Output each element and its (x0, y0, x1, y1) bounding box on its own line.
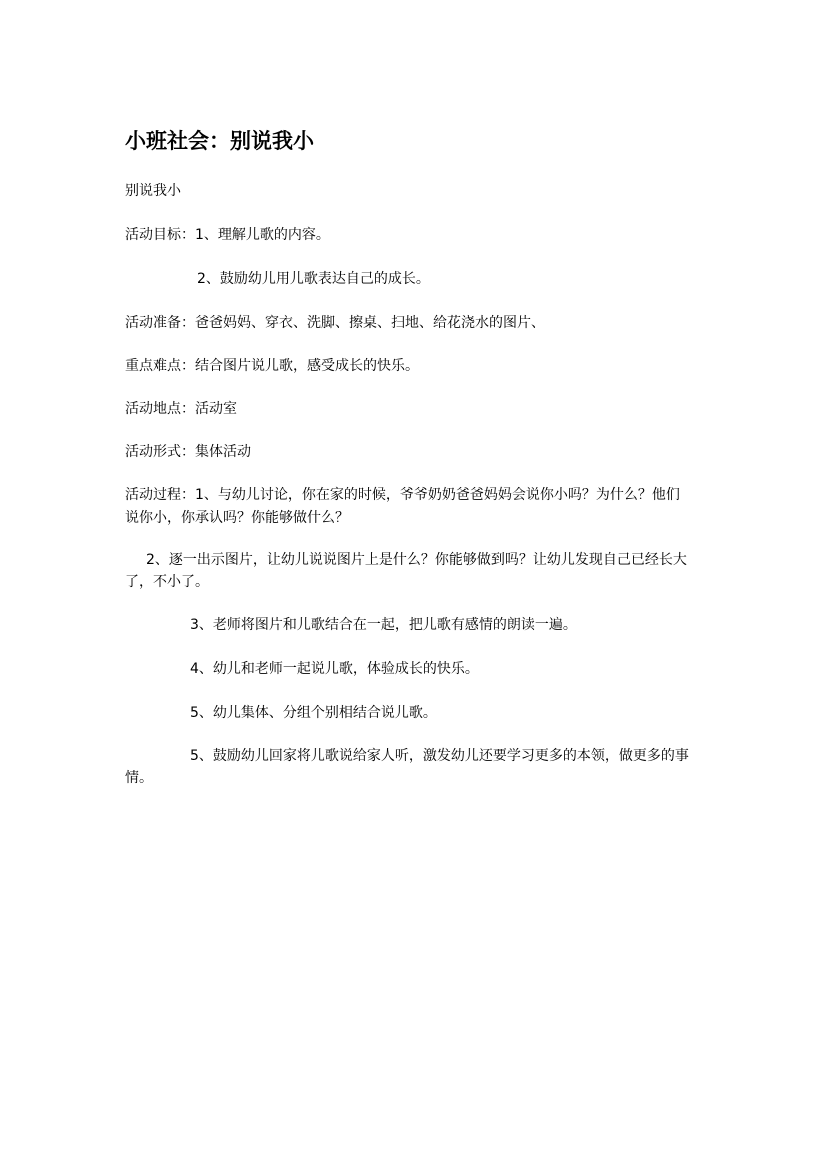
process-step-5: 5、幼儿集体、分组个别相结合说儿歌。 (190, 705, 437, 721)
process-step-3: 3、老师将图片和儿歌结合在一起，把儿歌有感情的朗读一遍。 (190, 617, 577, 633)
process-step-4: 4、幼儿和老师一起说儿歌，体验成长的快乐。 (190, 661, 479, 677)
preparation-line: 活动准备：爸爸妈妈、穿衣、洗脚、擦桌、扫地、给花浇水的图片、 (125, 315, 545, 331)
process-step-2-line-2: 了，不小了。 (125, 574, 209, 590)
process-step-2-line-1: 2、逐一出示图片，让幼儿说说图片上是什么？你能够做到吗？让幼儿发现自己已经长大 (146, 552, 687, 568)
location-line: 活动地点：活动室 (125, 401, 237, 417)
process-step-1-line-1: 活动过程：1、与幼儿讨论，你在家的时候，爷爷奶奶爸爸妈妈会说你小吗？为什么？他们 (125, 487, 680, 503)
process-step-6-line-2: 情。 (125, 770, 153, 786)
document-title: 小班社会：别说我小 (125, 128, 314, 153)
subtitle: 别说我小 (125, 183, 181, 199)
form-line: 活动形式：集体活动 (125, 444, 251, 460)
key-points-line: 重点难点：结合图片说儿歌，感受成长的快乐。 (125, 358, 419, 374)
goal-line-2: 2、鼓励幼儿用儿歌表达自己的成长。 (197, 271, 430, 287)
process-step-1-line-2: 说你小，你承认吗？你能够做什么？ (125, 510, 349, 526)
goal-line-1: 活动目标：1、理解儿歌的内容。 (125, 227, 330, 243)
process-step-6-line-1: 5、鼓励幼儿回家将儿歌说给家人听，激发幼儿还要学习更多的本领，做更多的事 (190, 748, 689, 764)
